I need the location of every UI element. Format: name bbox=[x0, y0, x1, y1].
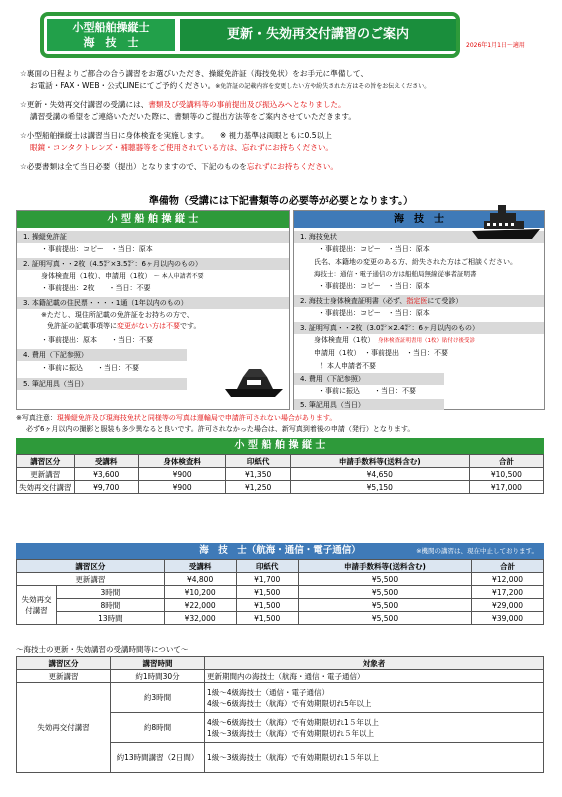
hours-h2: 対象者 bbox=[205, 657, 544, 670]
hours-r1-c2: 更新期間内の海技士（航海・通信・電子通信） bbox=[205, 670, 544, 683]
fee1-h2: 身体検査料 bbox=[138, 455, 226, 468]
fee1-r0-c4: ¥4,650 bbox=[290, 468, 469, 481]
fee1-r0-c1: ¥3,600 bbox=[74, 468, 138, 481]
lb-item-2c: ・事前提出：2枚 ・当日：不要 bbox=[41, 284, 151, 292]
rb-item-2 bbox=[294, 295, 544, 307]
fee2-r2-c1: ¥32,000 bbox=[164, 612, 236, 625]
fee2-r0-c3: ¥5,500 bbox=[298, 586, 471, 599]
fee2-r2-c2: ¥1,500 bbox=[236, 612, 298, 625]
table-row bbox=[17, 612, 544, 625]
fee1-r0-c2: ¥900 bbox=[138, 468, 226, 481]
fee2-h0: 講習区分 bbox=[17, 560, 165, 573]
rb-item-3: 3. 証明写真・・2枚（3.0㌢×2.4㌢：6ヶ月以内のもの） bbox=[294, 322, 544, 334]
fee2-upd-c2: ¥1,700 bbox=[236, 573, 298, 586]
marine-officer-heading: 海 技 士 bbox=[294, 211, 544, 228]
rb-item-1c: 海技士：通信・電子通信の方は船舶局無線従事者証明書 bbox=[314, 270, 477, 278]
intro-line-2a: お電話・FAX・WEB・公式LINEにてご予約ください。 bbox=[30, 81, 216, 90]
intro-line-6: 眼鏡・コンタクトレンズ・補聴器等をご使用されている方は、忘れずにお持ちください。 bbox=[30, 143, 334, 152]
fee2-note: ※機関の講習は、現在中止しております。 bbox=[416, 547, 538, 555]
intro-line-5: ☆小型船舶操縦士は講習当日に身体検査を実施します。 ※ 視力基準は両眼ともに0.5以上 bbox=[20, 131, 332, 140]
hours-r2-line1: 1級～4級海技士（通信・電子通信） bbox=[207, 687, 330, 697]
rb-item-4a: ・事前に振込 ・当日：不要 bbox=[318, 387, 416, 395]
hours-r4-time: 約13時間講習（2日間） bbox=[111, 743, 205, 773]
intro-line-3a: ☆更新・失効再交付講習の受講には、 bbox=[20, 100, 149, 109]
photo-note-label: ※写真注意： bbox=[16, 414, 57, 422]
rb-item-1a: ・事前提出：コピー ・当日：原本 bbox=[318, 245, 430, 253]
intro-line-3b: 書類及び受講料等の事前提出及び振込みへとなりました。 bbox=[148, 100, 346, 109]
effective-date: 2026年1月1日～適用 bbox=[466, 42, 525, 49]
fee2-r1-c1: ¥22,000 bbox=[164, 599, 236, 612]
fee2-r2-c3: ¥5,500 bbox=[298, 612, 471, 625]
fee1-r1-c0: 失効再交付講習 bbox=[17, 481, 75, 494]
fee2-r1-c2: ¥1,500 bbox=[236, 599, 298, 612]
fee2-upd-c0: 更新講習 bbox=[17, 573, 165, 586]
fee2-r2-c0: 13時間 bbox=[57, 612, 165, 625]
table-row bbox=[17, 573, 544, 586]
header-category-line1: 小型船舶操縦士 bbox=[72, 21, 150, 34]
fee2-h2: 印紙代 bbox=[236, 560, 298, 573]
marine-officer-requirements bbox=[293, 210, 545, 410]
hours-r3-line1: 4級～6級海技士（航海）で有効期限切れ1５年以上 bbox=[207, 717, 379, 727]
small-boat-heading: 小 型 船 舶 操 縦 士 bbox=[17, 211, 289, 228]
fee2-h4: 合計 bbox=[472, 560, 544, 573]
fee2-r1-c4: ¥29,000 bbox=[472, 599, 544, 612]
fee2-upd-c1: ¥4,800 bbox=[164, 573, 236, 586]
hours-r1-c1: 約1時間30分 bbox=[111, 670, 205, 683]
hours-r4-target: 1級～3級海技士（航海）で有効期限切れ1５年以上 bbox=[205, 743, 544, 773]
rb-item-1: 1. 海技免状 bbox=[294, 231, 544, 243]
table-row bbox=[17, 481, 544, 494]
fee2-title-text: 海 技 士（航海・通信・電子通信） bbox=[199, 545, 361, 556]
lb-item-2a bbox=[41, 271, 204, 282]
table-row bbox=[17, 586, 544, 599]
lb-item-4a: ・事前に振込 ・当日：不要 bbox=[41, 364, 139, 372]
hours-r3-time: 約8時間 bbox=[111, 713, 205, 743]
intro-line-2 bbox=[30, 80, 430, 92]
fee2-upd-c4: ¥12,000 bbox=[472, 573, 544, 586]
hours-h1: 講習時間 bbox=[111, 657, 205, 670]
ship-icon bbox=[470, 199, 542, 243]
rb-item-3a-red: 身体検査証明書用（1枚）貼付け後受診 bbox=[377, 338, 475, 344]
hours-r1-c0: 更新講習 bbox=[17, 670, 111, 683]
lb-item-2a-note: ～ 本人申請者不要 bbox=[153, 273, 204, 280]
fee1-r1-c2: ¥900 bbox=[138, 481, 226, 494]
header-category-line2: 海 技 士 bbox=[83, 36, 139, 49]
photo-note-2: 必ず6ヶ月以内の撮影と服装も多少異なると良いです。許可されなかった場合は、新写真到着後の申請（発行）となります。 bbox=[26, 425, 415, 433]
table-row bbox=[17, 599, 544, 612]
hours-group: 失効再交付講習 bbox=[17, 683, 111, 773]
fee1-r1-c1: ¥9,700 bbox=[74, 481, 138, 494]
lb-item-2a-text: 身体検査用（1枚）、申請用（1枚） bbox=[41, 272, 152, 280]
hours-r2-time: 約3時間 bbox=[111, 683, 205, 713]
lb-item-3b-end: です。 bbox=[180, 322, 201, 330]
fee1-r0-c5: ¥10,500 bbox=[469, 468, 543, 481]
lb-item-3b-text: 免許証の記載事項等に bbox=[47, 322, 117, 330]
fee2-r2-c4: ¥39,000 bbox=[472, 612, 544, 625]
rb-item-3a bbox=[314, 335, 475, 347]
intro-line-1: ☆裏面の日程よりご都合の合う講習をお選びいただき、操縦免許証（海技免状）をお手元に準備して、 bbox=[20, 69, 369, 78]
preparations-title: 準備物（受講には下記書類等の必要等が必要となります。） bbox=[148, 196, 414, 207]
fee-table-marine bbox=[16, 559, 544, 625]
intro-line-7 bbox=[20, 161, 338, 172]
intro-line-2b: ※免許証の記載内容を変更したい方や紛失された方はその旨をお伝えください。 bbox=[215, 83, 431, 90]
lb-item-3: 3. 本籍記載の住民票・・・・1通（1年以内のもの） bbox=[17, 297, 289, 309]
fee1-h4: 申請手数料等(送料含む) bbox=[290, 455, 469, 468]
intro-line-4: 講習受講の希望をご連絡いただいた際に、書類等のご提出方法等をご案内させていただきます。 bbox=[30, 112, 356, 121]
fee-table-marine-title bbox=[16, 543, 544, 559]
lb-item-3e: ・事前提出：原本 ・当日：不要 bbox=[41, 336, 153, 344]
rb-item-2a: ・事前提出：コピー ・当日：原本 bbox=[318, 309, 430, 317]
header-category bbox=[47, 19, 175, 51]
fee2-upd-c3: ¥5,500 bbox=[298, 573, 471, 586]
fee1-h3: 印紙代 bbox=[226, 455, 290, 468]
table-row bbox=[17, 683, 544, 713]
fee2-h1: 受講料 bbox=[164, 560, 236, 573]
fee1-r0-c3: ¥1,350 bbox=[226, 468, 290, 481]
rb-item-2-text: 2. 海技士身体検査証明書（必ず、 bbox=[300, 297, 407, 305]
table-row bbox=[17, 468, 544, 481]
photo-note-red: 現操縦免許及び現海技免状と同様等の写真は運輸局で申請許可されない場合があります。 bbox=[56, 414, 337, 422]
lb-item-5: 5. 筆記用具（当日） bbox=[17, 378, 187, 390]
lb-item-3b bbox=[47, 321, 200, 332]
header-banner bbox=[40, 12, 460, 58]
lb-item-3a: ※ただし、現住所記載の免許証をお持ちの方で、 bbox=[41, 311, 194, 319]
photo-note-1 bbox=[16, 413, 336, 424]
intro-line-7a: ☆必要書類は全て当日必要（提出）となりますので、下記のものを bbox=[20, 162, 247, 171]
hours-heading: ～海技士の更新・失効講習の受講時間等について～ bbox=[16, 645, 189, 654]
rb-item-4: 4. 費用（下記参照） bbox=[294, 373, 444, 385]
hours-r3-line2: 1級～3級海技士（航海）で有効期限切れ５年以上 bbox=[207, 728, 375, 738]
hours-table bbox=[16, 656, 544, 773]
lb-item-2: 2. 証明写真・・2枚（4.5㌢×3.5㌢：6ヶ月以内のもの） bbox=[17, 258, 289, 270]
fee-table-small-boat bbox=[16, 454, 544, 494]
small-boat-requirements bbox=[16, 210, 290, 410]
rb-item-1b: 氏名、本籍地の変更のある方、紛失された方はご相談ください。 bbox=[314, 258, 517, 266]
intro-line-7b: 忘れずにお持ちください。 bbox=[246, 162, 338, 171]
lb-item-3b-red: 変更がない方は不要 bbox=[117, 322, 180, 330]
fee1-r1-c3: ¥1,250 bbox=[226, 481, 290, 494]
fee2-r1-c3: ¥5,500 bbox=[298, 599, 471, 612]
table-row bbox=[17, 670, 544, 683]
page-title: 更新・失効再交付講習のご案内 bbox=[180, 19, 456, 51]
fee2-h3: 申請手数料等(送料含む) bbox=[298, 560, 471, 573]
fee1-h5: 合計 bbox=[469, 455, 543, 468]
fee1-r1-c5: ¥17,000 bbox=[469, 481, 543, 494]
fee1-r1-c4: ¥5,150 bbox=[290, 481, 469, 494]
rb-item-2-red: 指定医 bbox=[406, 297, 428, 305]
fee2-r1-c0: 8時間 bbox=[57, 599, 165, 612]
hours-r2-line2: 4級～6級海技士（航海）で有効期限切れ5年以上 bbox=[207, 698, 372, 708]
rb-item-1d: ・事前提出：コピー ・当日：原本 bbox=[318, 282, 430, 290]
fee2-r0-c2: ¥1,500 bbox=[236, 586, 298, 599]
lb-item-1a: ・事前提出：コピー ・当日：原本 bbox=[41, 245, 153, 253]
hours-h0: 講習区分 bbox=[17, 657, 111, 670]
fee1-h0: 講習区分 bbox=[17, 455, 75, 468]
intro-line-3 bbox=[20, 99, 346, 110]
fee2-r0-c0: 3時間 bbox=[57, 586, 165, 599]
fee1-h1: 受講料 bbox=[74, 455, 138, 468]
lb-item-1: 1. 操縦免許証 bbox=[17, 231, 289, 243]
rb-item-3b: 申請用（1枚） ・事前提出 ・当日：不要 bbox=[314, 349, 448, 357]
hours-r2-target bbox=[205, 683, 544, 713]
rb-item-3a-text: 身体検査用（1枚） bbox=[314, 336, 371, 344]
rb-item-5: 5. 筆記用具（当日） bbox=[294, 399, 444, 410]
fee-table-small-boat-title: 小 型 船 舶 操 縦 士 bbox=[16, 438, 544, 454]
fee2-r0-c4: ¥17,200 bbox=[472, 586, 544, 599]
motorboat-icon bbox=[223, 359, 287, 401]
fee2-r0-c1: ¥10,200 bbox=[164, 586, 236, 599]
fee1-r0-c0: 更新講習 bbox=[17, 468, 75, 481]
hours-r3-target bbox=[205, 713, 544, 743]
fee2-group: 失効再交付講習 bbox=[17, 586, 57, 625]
rb-item-2-end: にて受診） bbox=[427, 297, 463, 305]
lb-item-4: 4. 費用（下記参照） bbox=[17, 349, 187, 361]
rb-item-3c: ！本人申請者不要 bbox=[320, 362, 376, 370]
